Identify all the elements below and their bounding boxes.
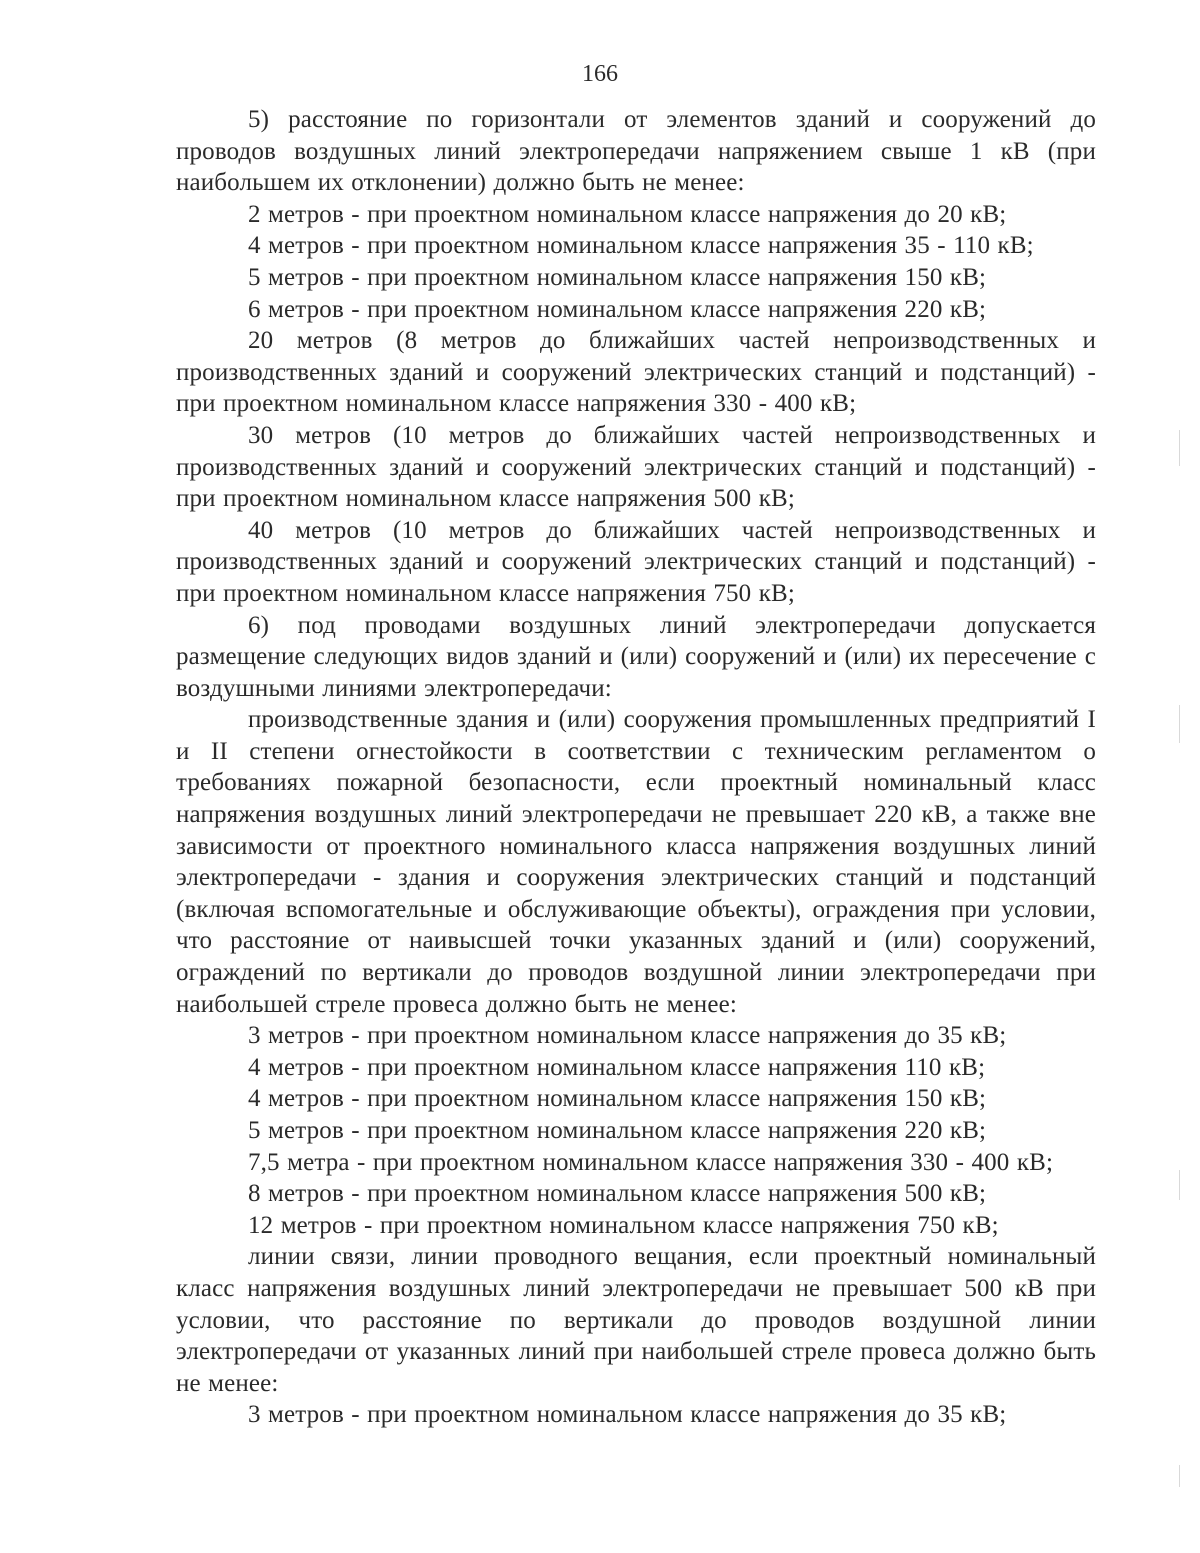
scan-edge-mark [1179, 705, 1180, 743]
industrial-buildings-paragraph: производственные здания и (или) сооружения промышленных предприятий I и II степени огнестойкости в соответствии с техническим регламентом о требованиях пожарной безопасности, если проектный номинальный класс напряжения воздушных линий электропередачи не превышает 220 кВ, а также вне зависимости от проектного номинального класса напряжения воздушных линий электропередачи - здания и сооружения электрических станций и подстанций (включая вспомогательные и обслуживающие объекты), ограждения при условии, что расстояние от наивысшей точки указанных зданий и (или) сооружений, ограждений по вертикали до проводов воздушной линии электропередачи при наибольшей стреле провеса должно быть не менее: [176, 706, 1096, 1018]
distance-paragraph-40m: 40 метров (10 метров до ближайших частей непроизводственных и производственных зданий и сооружений электрических станций и подстанций) - при проектном номинальном классе напряжения 750 кВ; [176, 516, 1096, 607]
document-body [176, 104, 1096, 1431]
distance-line-2m: 2 метров - при проектном номинальном классе напряжения до 20 кВ; [248, 200, 1007, 228]
distance-line-5m: 5 метров - при проектном номинальном классе напряжения 150 кВ; [248, 263, 987, 291]
scan-edge-mark [1179, 430, 1180, 466]
page-number: 166 [582, 61, 618, 87]
paragraph-item-5: 5) расстояние по горизонтали от элементов зданий и сооружений до проводов воздушных линий электропередачи напряжением свыше 1 кВ (при наибольшем их отклонении) должно быть не менее: [176, 106, 1096, 197]
distance-paragraph-30m: 30 метров (10 метров до ближайших частей непроизводственных и производственных зданий и сооружений электрических станций и подстанций) - при проектном номинальном классе напряжения 500 кВ; [176, 421, 1096, 513]
vertical-distance-4m-110: 4 метров - при проектном номинальном классе напряжения 110 кВ; [248, 1053, 986, 1081]
communication-lines-paragraph: линии связи, линии проводного вещания, если проектный номинальный класс напряжения воздушных линий электропередачи не превышает 500 кВ при условии, что расстояние по вертикали до проводов воздушной линии электропередачи от указанных линий при наибольшей стреле провеса должно быть не менее: [176, 1243, 1096, 1397]
scan-edge-mark [1179, 1170, 1180, 1200]
distance-line-4m: 4 метров - при проектном номинальном классе напряжения 35 - 110 кВ; [248, 232, 1034, 260]
communication-distance-3m: 3 метров - при проектном номинальном классе напряжения до 35 кВ; [248, 1401, 1007, 1429]
vertical-distance-4m-150: 4 метров - при проектном номинальном классе напряжения 150 кВ; [248, 1085, 987, 1113]
distance-paragraph-20m: 20 метров (8 метров до ближайших частей непроизводственных и производственных зданий и сооружений электрических станций и подстанций) - при проектном номинальном классе напряжения 330 - 400 кВ; [176, 327, 1096, 418]
paragraph-item-6: 6) под проводами воздушных линий электропередачи допускается размещение следующих видов зданий и (или) сооружений и (или) их пересечение с воздушными линиями электропередачи: [176, 611, 1096, 702]
vertical-distance-12m: 12 метров - при проектном номинальном классе напряжения 750 кВ; [248, 1211, 999, 1239]
vertical-distance-7-5m: 7,5 метра - при проектном номинальном классе напряжения 330 - 400 кВ; [248, 1148, 1054, 1176]
scan-edge-mark [1179, 1465, 1180, 1487]
vertical-distance-8m: 8 метров - при проектном номинальном классе напряжения 500 кВ; [248, 1180, 987, 1208]
vertical-distance-5m: 5 метров - при проектном номинальном классе напряжения 220 кВ; [248, 1117, 987, 1144]
distance-line-6m: 6 метров - при проектном номинальном классе напряжения 220 кВ; [248, 295, 987, 323]
vertical-distance-3m: 3 метров - при проектном номинальном классе напряжения до 35 кВ; [248, 1022, 1007, 1050]
